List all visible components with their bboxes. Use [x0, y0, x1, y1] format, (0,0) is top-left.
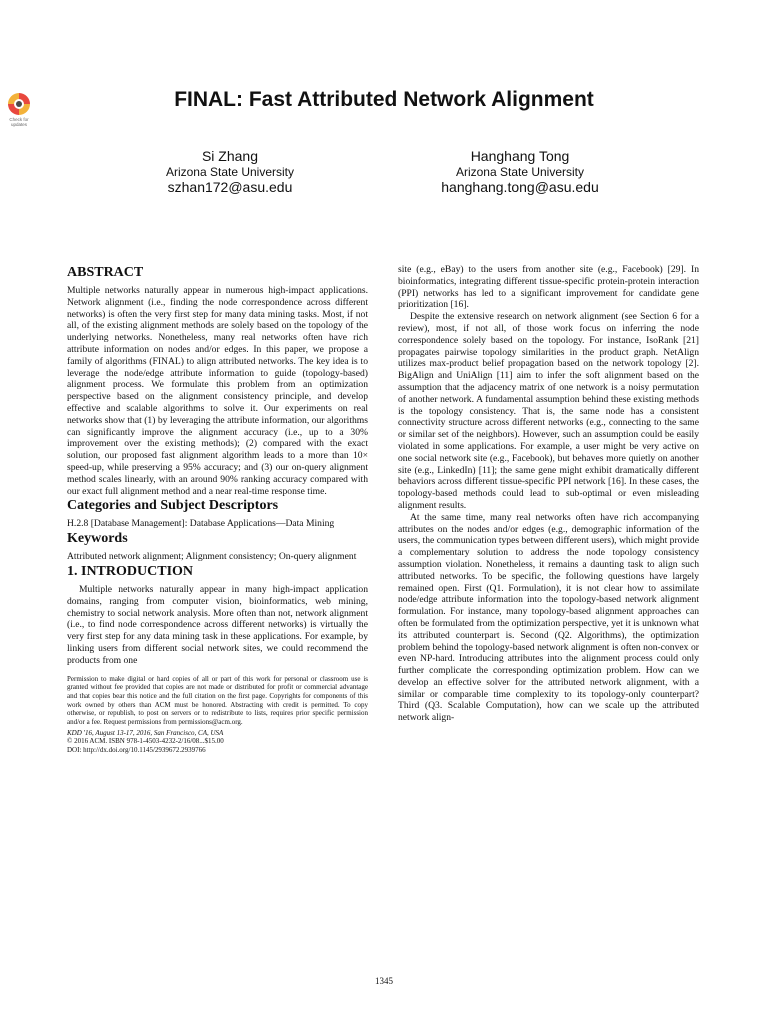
- keywords-heading: Keywords: [67, 531, 128, 547]
- author-affiliation: Arizona State University: [165, 165, 295, 179]
- abstract-heading: ABSTRACT: [67, 265, 144, 280]
- paper-title: FINAL: Fast Attributed Network Alignment: [174, 88, 594, 111]
- categories-text: H.2.8 [Database Management]: Database Applications—Data Mining: [67, 518, 335, 530]
- author-email: hanghang.tong@asu.edu: [441, 179, 599, 195]
- doi-link[interactable]: DOI: http://dx.doi.org/10.1145/2939672.2939766: [67, 746, 206, 755]
- author-email: szhan172@asu.edu: [167, 179, 293, 195]
- keywords-text: Attributed network alignment; Alignment consistency; On-query alignment: [67, 551, 357, 563]
- right-paragraph-3: At the same time, many real networks often have rich accompanying attributes on the nodes and/or edges (e.g., demographic information of the users, the communication types between different users), which might provide a complementary solution to address the node topology consistency assumption violation. Nonetheless, it remains a daunting task to align such attributed networks. To be specific, the following questions have largely remained open. First (Q1. Formulation), it is not clear how to assimilate node/edge attribute information into the topology-based network alignment formulation. For instance, many topology-based alignment approaches can often be formulated from the optimization perspective, yet it is unknown what its attributed counterpart is. Second (Q2. Algorithms), the optimization problem behind the topology-based network alignment is often non-convex or even NP-hard. Introducing attributes into the alignment process could only further complicate the corresponding optimization problem. How can we develop an effective solver for the attributed network alignment, with a similar or comparable time complexity to its topology-only counterpart? Third (Q3. Scalable Computation), how can we scale up the attributed network align-: [398, 511, 699, 724]
- badge-text: Check for updates: [9, 117, 29, 127]
- categories-heading: Categories and Subject Descriptors: [67, 498, 279, 514]
- right-paragraph-1: site (e.g., eBay) to the users from another site (e.g., Facebook) [29]. In bioinformatics, integrating different tissue-specific protein-protein interaction (PPI) networks has led to a significant improvement for candidate gene prioritization [16].: [398, 264, 699, 311]
- conference-line: KDD '16, August 13-17, 2016, San Francisco, CA, USA: [67, 728, 224, 737]
- author-affiliation: Arizona State University: [455, 165, 585, 179]
- author-1: [150, 148, 310, 196]
- right-column: [398, 264, 699, 724]
- author-name: Hanghang Tong: [470, 148, 570, 164]
- left-column: [67, 264, 368, 755]
- right-paragraph-2: Despite the extensive research on network alignment (see Section 6 for a review), most, if not all, of those work focus on inferring the node correspondence solely based on the topology. For instance, IsoRank [21] propagates pairwise topology similarities in the product graph. NetAlign utilizes max-product belief propagation based on the network topology [2]. BigAlign and UniAlign [11] aim to infer the soft alignment based on the assumption that the adjacency matrix of one network is a noisy permutation of another network. A fundamental assumption behind these existing methods is the topology consistency. That is, the same node has a consistent connectivity structure across different networks (e.g., connecting to the same or similar set of the neighbors). However, such an assumption could be easily violated in some applications. For example, a user might be very active on one social network site (e.g., Facebook), but behaves more quietly on another site (e.g., LinkedIn) [11]; the same gene might exhibit dramatically different behaviors across different tissue-specific PPI network [16]. In these cases, the topology-based methods could lead to sub-optimal or even misleading alignment results.: [398, 311, 699, 511]
- permission-text: Permission to make digital or hard copies of all or part of this work for personal or classroom use is granted without fee provided that copies are not made or distributed for profit or commercial advantage and that copies bear this notice and the full citation on the first page. Copyrights for components of this work owned by others than ACM must be honored. Abstracting with credit is permitted. To copy otherwise, or republish, to post on servers or to redistribute to lists, requires prior specific permission and/or a fee. Request permissions from permissions@acm.org.: [67, 674, 368, 727]
- author-name: Si Zhang: [201, 148, 259, 164]
- abstract-text: Multiple networks naturally appear in numerous high-impact applications. Network alignment (i.e., finding the node correspondence across different networks) is often the very first step for many data mining tasks. Most, if not all, of the existing alignment methods are solely based on the topology of the underlying networks. Nonetheless, many real networks often have rich attribute information on nodes and/or edges. In this paper, we propose a family of algorithms (FINAL) to align attributed networks. The key idea is to leverage the node/edge attribute information to guide (topology-based) alignment process. We formulate this problem from an optimization perspective based on the alignment consistency principle, and develop effective and scalable algorithms to solve it. Our experiments on real networks show that (1) by leveraging the attribute information, our algorithms can significantly improve the alignment accuracy (i.e., up to a 30% improvement over the existing methods); (2) compared with the exact solution, our proposed fast alignment algorithm leads to a more than 10× speed-up, while preserving a 95% accuracy; and (3) our on-query alignment method scales linearly, with an around 90% ranking accuracy compared with our exact full alignment method and a near real-time response time.: [67, 285, 368, 497]
- introduction-heading: 1. INTRODUCTION: [67, 563, 194, 579]
- copyright-line: © 2016 ACM. ISBN 978-1-4503-4232-2/16/08...$15.00: [67, 737, 224, 746]
- page-number: 1345: [375, 976, 393, 986]
- permission-footnote: [67, 675, 368, 755]
- author-2: [430, 148, 610, 196]
- introduction-paragraph: Multiple networks naturally appear in many high-impact application domains, ranging from computer vision, bioinformatics, web mining, chemistry to social network analysis. More often than not, network alignment (i.e., to find node correspondence across different networks) is virtually the very first step for any data mining task in these applications. For example, by linking users from different social network sites, we could recommend the products from one: [67, 583, 368, 666]
